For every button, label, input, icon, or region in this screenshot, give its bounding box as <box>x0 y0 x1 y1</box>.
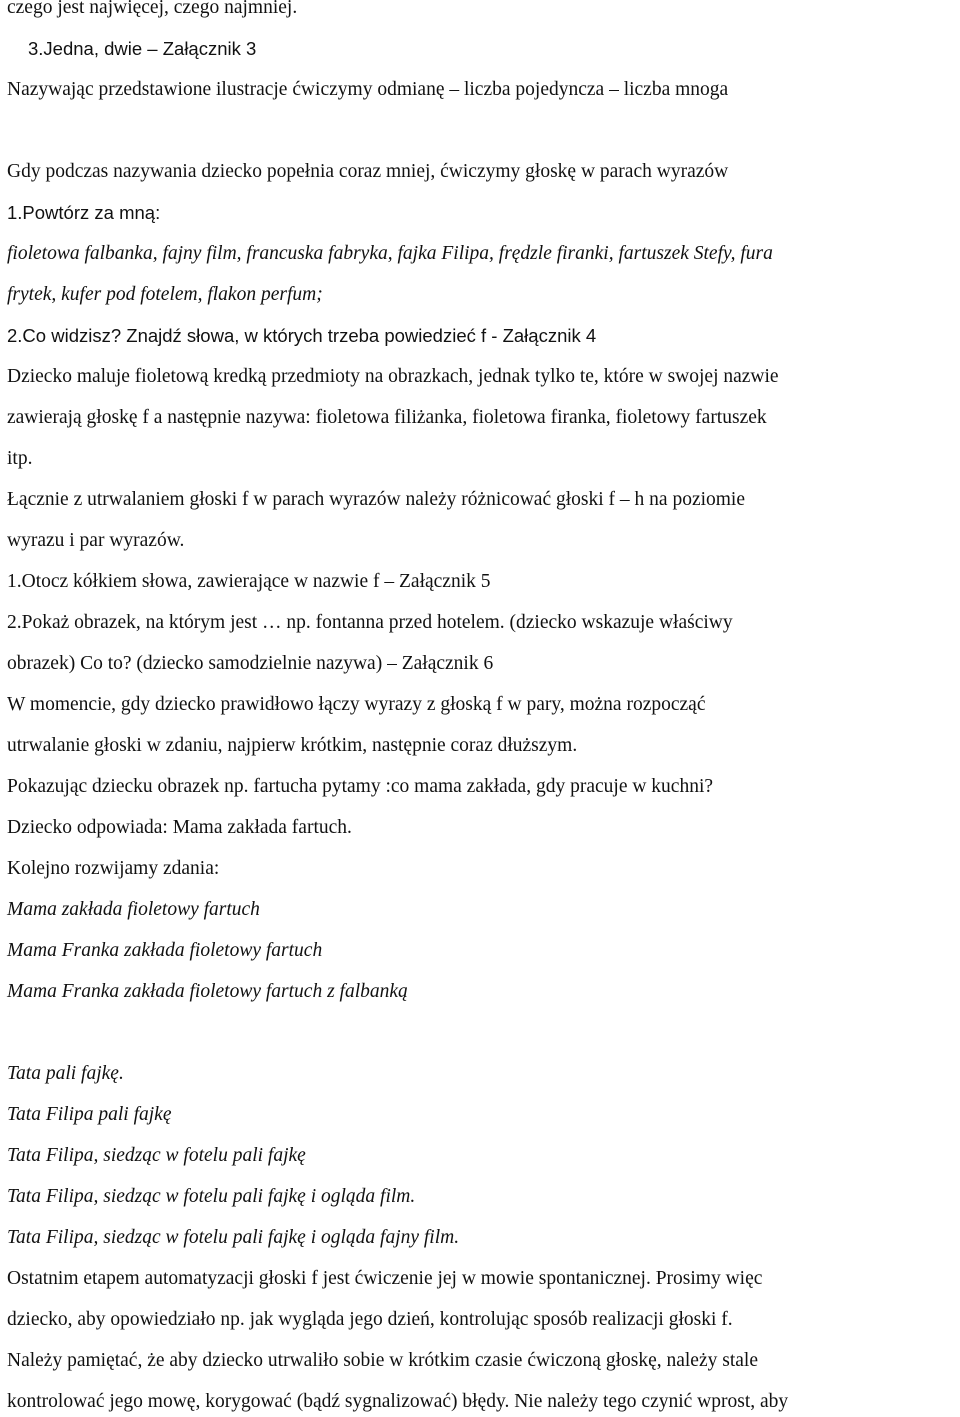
exercise-heading-otocz: 1.Otocz kółkiem słowa, zawierające w nazwie f – Załącznik 5 <box>7 571 491 592</box>
exercise-heading-powtorz: 1.Powtórz za mną: <box>7 202 161 223</box>
example-sentence-7: Tata Filipa, siedząc w fotelu pali fajkę i ogląda film. <box>7 1186 416 1207</box>
text-line-13: wyrazu i par wyrazów. <box>7 530 185 551</box>
example-sentence-4: Tata pali fajkę. <box>7 1063 124 1084</box>
text-line-21: Kolejno rozwijamy zdania: <box>7 858 220 879</box>
text-line-20: Dziecko odpowiada: Mama zakłada fartuch. <box>7 817 352 838</box>
italic-word-list-1: fioletowa falbanka, fajny film, francuska fabryka, fajka Filipa, frędzle firanki, fartuszek Stefy, fura <box>7 243 773 264</box>
exercise-heading-co-widzisz: 2.Co widzisz? Znajdź słowa, w których trzeba powiedzieć f - Załącznik 4 <box>7 325 597 346</box>
text-line-33: kontrolować jego mowę, korygować (bądź sygnalizować) błędy. Nie należy tego czynić wprost, aby <box>7 1391 789 1412</box>
example-sentence-5: Tata Filipa pali fajkę <box>7 1104 172 1125</box>
text-line-17: W momencie, gdy dziecko prawidłowo łączy wyrazy z głoską f w pary, można rozpocząć <box>7 694 706 715</box>
example-sentence-2: Mama Franka zakłada fioletowy fartuch <box>7 940 323 961</box>
section-heading-jedna-dwie: 3.Jedna, dwie – Załącznik 3 <box>28 38 257 59</box>
example-sentence-6: Tata Filipa, siedząc w fotelu pali fajkę <box>7 1145 306 1166</box>
italic-word-list-2: frytek, kufer pod fotelem, flakon perfum; <box>7 284 323 305</box>
text-line-4: Gdy podczas nazywania dziecko popełnia coraz mniej, ćwiczymy głoskę w parach wyrazów <box>7 161 729 182</box>
example-sentence-3: Mama Franka zakłada fioletowy fartuch z falbanką <box>7 981 408 1002</box>
text-line-3: Nazywając przedstawione ilustracje ćwiczymy odmianę – liczba pojedyncza – liczba mnoga <box>7 79 729 100</box>
text-line-31: dziecko, aby opowiedziało np. jak wygląda jego dzień, kontrolując sposób realizacji głoski f. <box>7 1309 733 1330</box>
text-line-16: obrazek) Co to? (dziecko samodzielnie nazywa) – Załącznik 6 <box>7 653 494 674</box>
text-line-9: Dziecko maluje fioletową kredką przedmioty na obrazkach, jednak tylko te, które w swojej nazwie <box>7 366 779 387</box>
text-line-12: Łącznie z utrwalaniem głoski f w parach wyrazów należy różnicować głoski f – h na poziomie <box>7 489 746 510</box>
text-line-10: zawierają głoskę f a następnie nazywa: fioletowa filiżanka, fioletowa firanka, fioletowy fartuszek <box>7 407 767 428</box>
text-line-32: Należy pamiętać, że aby dziecko utrwaliło sobie w krótkim czasie ćwiczoną głoskę, należy stale <box>7 1350 758 1371</box>
text-line-19: Pokazując dziecku obrazek np. fartucha pytamy :co mama zakłada, gdy pracuje w kuchni? <box>7 776 714 797</box>
text-line-18: utrwalanie głoski w zdaniu, najpierw krótkim, następnie coraz dłuższym. <box>7 735 578 756</box>
exercise-heading-pokaz: 2.Pokaż obrazek, na którym jest … np. fontanna przed hotelem. (dziecko wskazuje właściwy <box>7 612 733 633</box>
text-line-1: czego jest najwięcej, czego najmniej. <box>7 0 298 18</box>
example-sentence-1: Mama zakłada fioletowy fartuch <box>7 899 260 920</box>
text-line-11: itp. <box>7 448 33 469</box>
example-sentence-8: Tata Filipa, siedząc w fotelu pali fajkę i ogląda fajny film. <box>7 1227 460 1248</box>
text-line-30: Ostatnim etapem automatyzacji głoski f jest ćwiczenie jej w mowie spontanicznej. Prosimy więc <box>7 1268 763 1289</box>
